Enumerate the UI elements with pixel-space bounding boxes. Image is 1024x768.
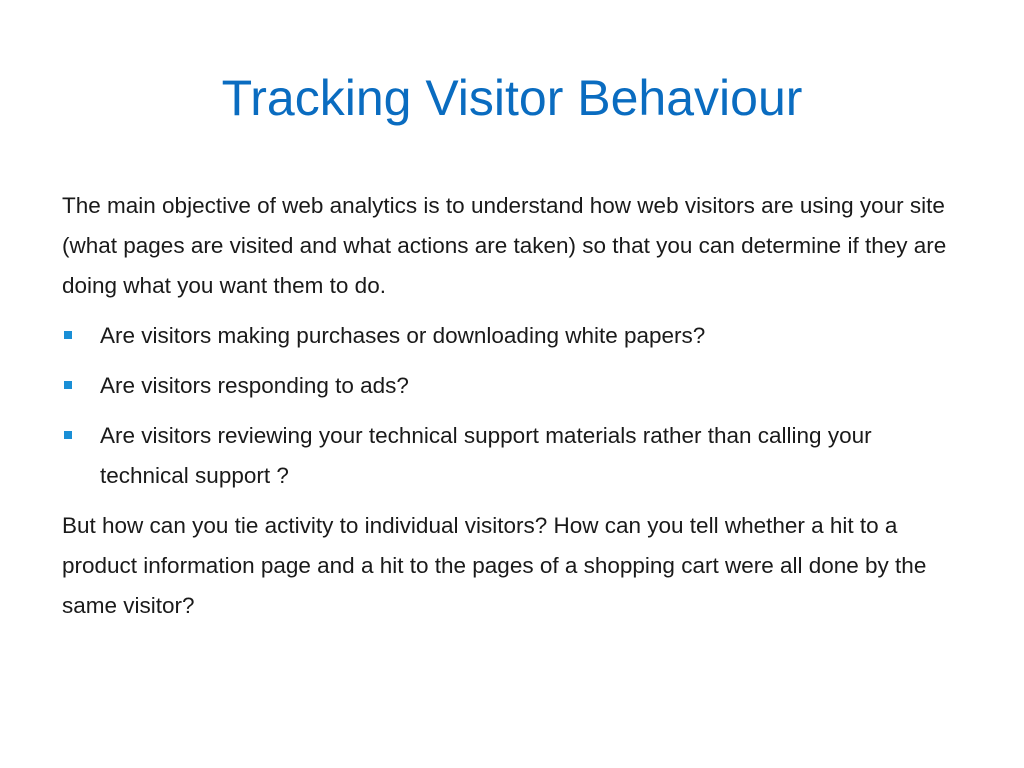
bullet-item — [62, 416, 962, 496]
bullet-text: Are visitors making purchases or downloading white papers? — [100, 323, 706, 348]
square-bullet-icon — [64, 331, 72, 339]
slide-title: Tracking Visitor Behaviour — [221, 70, 803, 126]
closing-paragraph: But how can you tie activity to individual visitors? How can you tell whether a hit to a product information page and a hit to the pages of a shopping cart were all done by the same visitor? — [62, 513, 927, 618]
bullet-text: Are visitors responding to ads? — [100, 373, 409, 398]
bullet-item — [62, 366, 962, 406]
bullet-item — [62, 316, 962, 356]
intro-paragraph: The main objective of web analytics is to understand how web visitors are using your site (what pages are visited and what actions are taken) so that you can determine if they are doing what you want them to do. — [62, 193, 947, 298]
slide-body — [62, 186, 962, 636]
bullet-text: Are visitors reviewing your technical support materials rather than calling your technical support ? — [100, 423, 872, 488]
bullet-list — [62, 316, 962, 496]
square-bullet-icon — [64, 431, 72, 439]
square-bullet-icon — [64, 381, 72, 389]
